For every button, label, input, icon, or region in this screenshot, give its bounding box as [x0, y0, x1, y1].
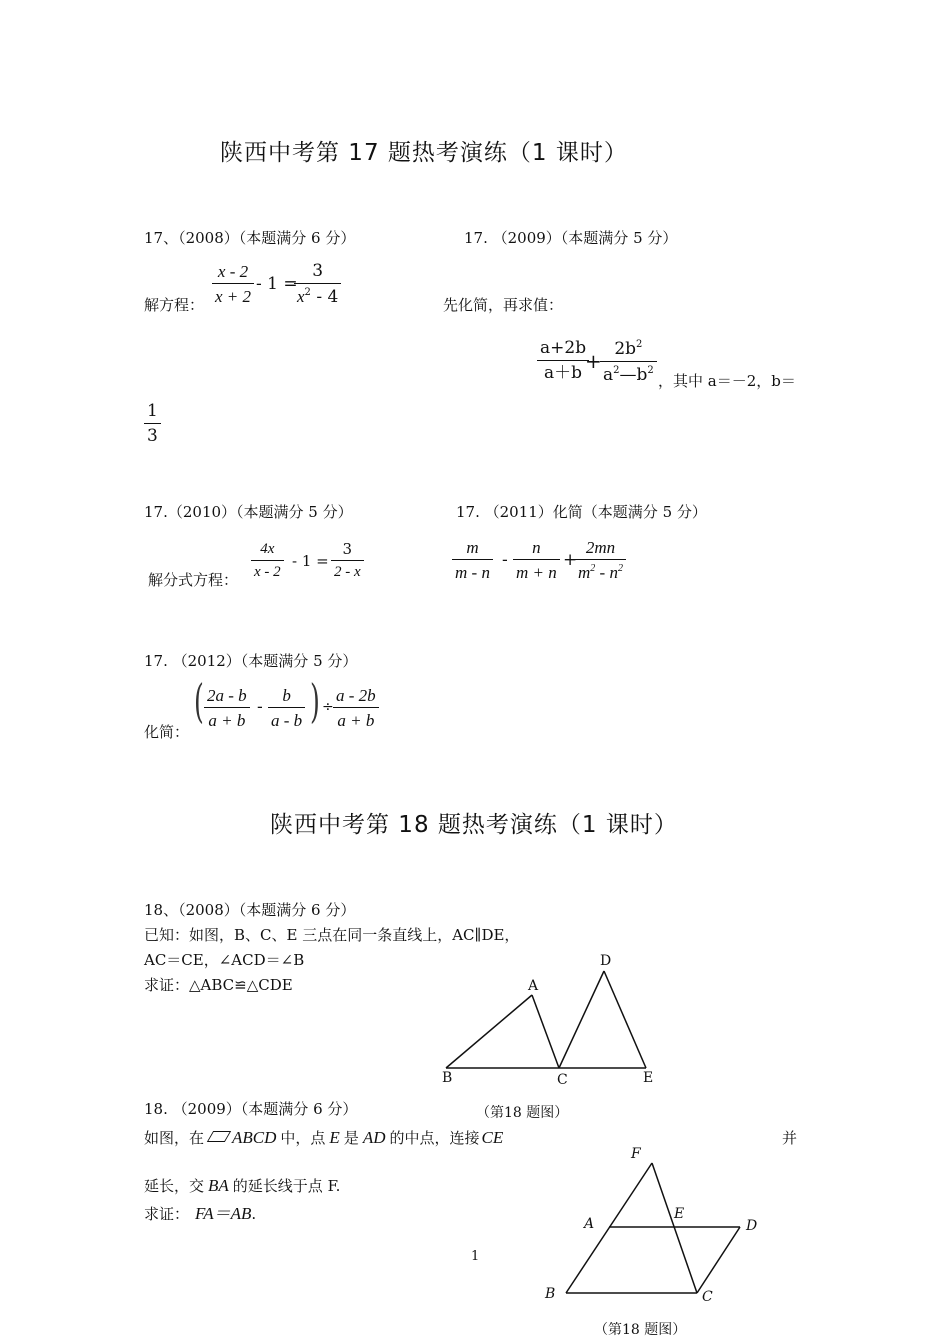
fraction-denominator: x + 2	[215, 287, 252, 306]
figure-2009-label-c: C	[702, 1289, 713, 1305]
fraction-numerator: 2a - b	[204, 687, 250, 708]
problem-18-2009-line-1-end: 并	[782, 1129, 798, 1147]
expression-2012-operator-1: -	[257, 697, 263, 717]
figure-2009-label-d: D	[746, 1218, 758, 1234]
problem-17-2010-header: 17.（2010）（本题满分 5 分）	[144, 503, 353, 521]
figure-2008-label-a: A	[528, 978, 539, 994]
expression-2011-fraction-3	[575, 539, 626, 581]
fraction-numerator: m	[452, 539, 493, 560]
problem-18-2009-line-1: 如图，在 ABCD 中，点 E 是 AD 的中点，连接 CE	[144, 1128, 504, 1147]
fraction-denominator: m + n	[516, 563, 557, 582]
figure-2009-caption: （第18 题图）	[594, 1322, 687, 1338]
fraction-numerator: 3	[331, 542, 364, 561]
problem-17-2012-header: 17. （2012）（本题满分 5 分）	[144, 652, 358, 670]
fraction-numerator: 2mn	[575, 539, 626, 560]
problem-18-2009-line-2: 延长，交 BA 的延长线于点 F.	[144, 1176, 341, 1195]
figure-2008-label-e: E	[643, 1070, 654, 1086]
fraction-denominator: 2 - x	[334, 564, 361, 580]
problem-17-2012-prompt: 化简：	[144, 723, 190, 741]
fraction-numerator: a+2b	[537, 340, 589, 361]
fraction-numerator: x - 2	[212, 263, 254, 284]
problem-17-2008-prompt: 解方程：	[144, 296, 205, 314]
fraction-numerator: 3	[294, 263, 341, 284]
fraction-numerator: a - 2b	[333, 687, 379, 708]
segment-ba-extended	[566, 1163, 652, 1293]
fraction-denominator: a - b	[271, 711, 303, 730]
fraction-denominator: a + b	[337, 711, 375, 730]
segment-ba	[446, 995, 532, 1068]
expression-2009-operator: +	[585, 349, 602, 373]
expression-2012-fraction-3	[333, 687, 379, 729]
fraction-denominator: a + b	[208, 711, 246, 730]
fraction-denominator: a＋b	[544, 363, 583, 383]
equation-2010-fraction-2	[331, 542, 364, 580]
equation-2010-operator: - 1 =	[292, 552, 329, 570]
equation-2010-fraction-1	[251, 542, 284, 580]
problem-17-2011-header: 17. （2011）化简（本题满分 5 分）	[456, 503, 707, 521]
figure-2008-label-b: B	[442, 1070, 453, 1086]
expression-2011-fraction-1	[452, 539, 493, 581]
fraction-denominator: x - 2	[254, 564, 281, 580]
equation-2008-fraction-2	[294, 263, 341, 306]
right-parenthesis: )	[310, 674, 320, 728]
problem-18-2009-header: 18. （2009）（本题满分 6 分）	[144, 1100, 358, 1118]
expression-2012-fraction-2	[268, 687, 305, 729]
problem-17-2009-header: 17. （2009）（本题满分 5 分）	[464, 229, 678, 247]
problem-17-2008-header: 17、（2008）（本题满分 6 分）	[144, 229, 356, 247]
b-value-fraction	[144, 403, 161, 445]
equation-2008-operator: - 1 =	[256, 274, 298, 294]
fraction-denominator: 3	[147, 426, 158, 446]
fraction-denominator: $a^2—b^2$	[603, 365, 654, 385]
problem-18-2009-line-3: 求证： FA＝AB.	[144, 1204, 257, 1223]
expression-2012-operator-2: ÷	[322, 699, 334, 715]
segment-dc	[697, 1227, 740, 1293]
fraction-numerator: b	[268, 687, 305, 708]
figure-2009-label-f: F	[631, 1146, 641, 1162]
fraction-numerator: n	[513, 539, 560, 560]
section-17-title: 陕西中考第 17 题热考演练（1 课时）	[220, 140, 628, 166]
figure-2009-label-a: A	[584, 1216, 595, 1232]
expression-2011-operator-1: -	[502, 550, 508, 570]
fraction-numerator: 4x	[251, 542, 284, 561]
figure-2009-label-e: E	[674, 1206, 685, 1222]
figure-2008-caption: （第18 题图）	[476, 1105, 569, 1121]
parallelogram-icon	[207, 1131, 231, 1142]
fraction-numerator: $2b^2$	[600, 340, 657, 362]
fraction-numerator: 1	[144, 403, 161, 424]
problem-18-2008-line-1: 已知：如图，B、C、E 三点在同一条直线上，AC∥DE，	[144, 926, 520, 944]
page-number: 1	[471, 1249, 480, 1264]
equation-2008-fraction-1	[212, 263, 254, 305]
left-parenthesis: (	[194, 674, 204, 728]
fraction-denominator: m - n	[455, 563, 490, 582]
problem-18-2008-line-2: AC＝CE，∠ACD＝∠B	[144, 951, 305, 969]
expression-2009-fraction-1	[537, 340, 589, 382]
expression-2011-operator-2: +	[563, 550, 578, 570]
segment-de	[604, 971, 646, 1068]
figure-2008-label-d: D	[600, 953, 612, 969]
problem-18-2008-line-3: 求证：△ABC≌△CDE	[144, 976, 293, 994]
segment-cf	[652, 1163, 697, 1293]
fraction-denominator: $x^2 - 4$	[297, 287, 339, 307]
figure-2009-label-b: B	[545, 1286, 556, 1302]
fraction-denominator: $m^2 - n^2$	[578, 563, 623, 582]
problem-17-2009-condition: ，其中 a＝－2，b＝	[658, 372, 796, 390]
segment-ac	[532, 995, 559, 1068]
figure-2008-label-c: C	[557, 1072, 568, 1088]
expression-2009-fraction-2	[600, 340, 657, 384]
problem-17-2010-prompt: 解分式方程：	[148, 571, 239, 589]
section-18-title: 陕西中考第 18 题热考演练（1 课时）	[270, 812, 678, 838]
problem-18-2008-header: 18、（2008）（本题满分 6 分）	[144, 901, 356, 919]
expression-2012-fraction-1	[204, 687, 250, 729]
problem-17-2009-prompt: 先化简，再求值：	[443, 296, 564, 314]
segment-cd	[559, 971, 604, 1068]
expression-2011-fraction-2	[513, 539, 560, 581]
